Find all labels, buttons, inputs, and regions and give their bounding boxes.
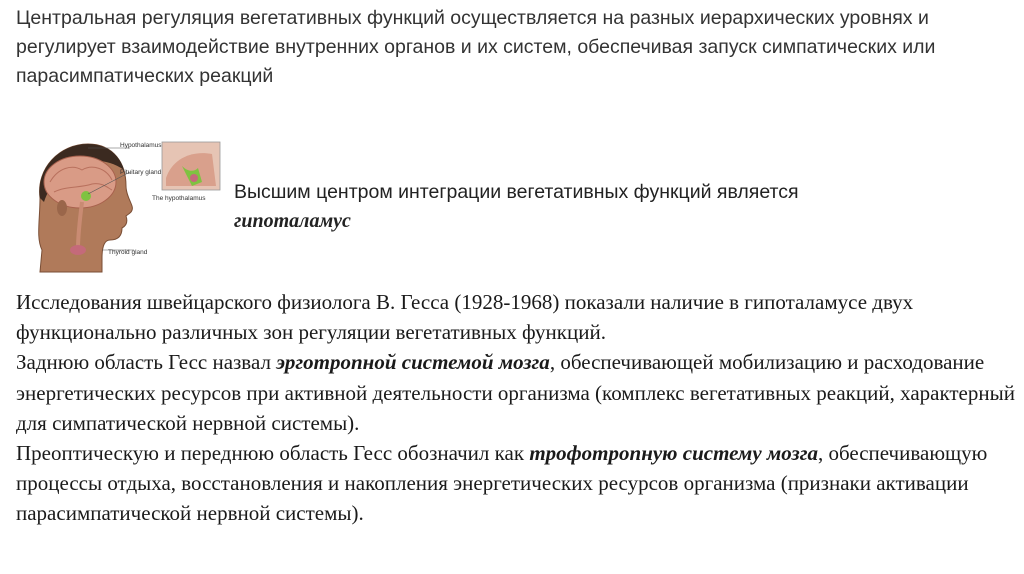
label-hypothalamus: Hypothalamus: [120, 142, 162, 149]
ergotropic-system-term: эрготропной системой мозга: [276, 350, 550, 375]
research-line-1: Исследования швейцарского физиолога В. Гесса (1928-1968) показали наличие в гипоталамусе двух функционально различных зон регуляции вегетативных функций.: [16, 290, 914, 345]
thyroid-marker: [70, 245, 86, 255]
label-the-hypothalamus: The hypothalamus: [152, 195, 206, 202]
hypothalamus-term: гипоталамус: [234, 210, 351, 232]
research-line-3-post: , обеспечивающую процессы отдыха, восстановления и накопления энергетических ресурсов организма (признаки активации парасимпатической нервной системы).: [16, 441, 988, 526]
hypothalamus-statement-text: Высшим центром интеграции вегетативных функций является: [234, 181, 799, 203]
trophotropic-system-term: трофотропную систему мозга: [529, 441, 818, 466]
research-paragraph: [16, 287, 1016, 529]
label-pituitary: Pituitary gland: [120, 169, 162, 176]
hypothalamus-statement: [234, 178, 1014, 236]
brain-section: [44, 156, 116, 208]
research-line-3-pre: Преоптическую и переднюю область Гесс обозначил как: [16, 441, 530, 466]
hypothalamus-anatomy-illustration: [22, 138, 222, 274]
label-thyroid: Thyroid gland: [108, 249, 148, 256]
intro-paragraph: [16, 4, 1016, 91]
anatomy-drawing: [22, 138, 222, 274]
research-line-2-pre: Заднюю область Гесс назвал: [16, 350, 277, 375]
research-line-2-post: , обеспечивающей мобилизацию и расходование энергетических ресурсов при активной деятельности организма (комплекс вегетативных реакций, характерный для симпатической нервной системы).: [16, 350, 1015, 435]
hypothalamus-marker: [81, 191, 91, 201]
intro-text: Центральная регуляция вегетативных функций осуществляется на разных иерархических уровнях и регулирует взаимодействие внутренних органов и их систем, обеспечивая запуск симпатических или парасимпатических реакций: [16, 7, 936, 87]
